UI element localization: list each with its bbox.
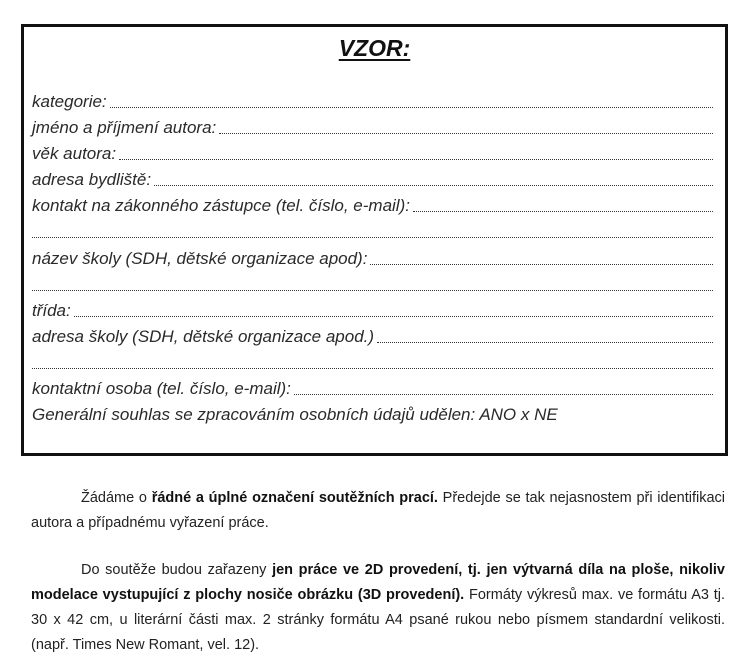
paragraph-emphasis: jen práce ve 2D provedení, tj. jen výtvarná díla na ploše, nikoliv modelace vystupující z plochy nosiče obrázku (3D provedení).: [31, 562, 726, 603]
field-school-address: [32, 324, 713, 348]
field-label: jméno a příjmení autora:: [32, 118, 217, 137]
field-label: adresa bydliště:: [32, 170, 152, 189]
field-address: [32, 167, 713, 191]
field-school-address-extra: [32, 350, 713, 374]
field-label: název školy (SDH, dětské organizace apod):: [32, 249, 368, 268]
field-label: třída:: [32, 301, 71, 320]
dotted-line: [294, 394, 713, 395]
paragraph-format: [31, 558, 725, 658]
field-label: adresa školy (SDH, dětské organizace apod.): [32, 327, 375, 346]
consent-text: Generální souhlas se zpracováním osobních údajů udělen: ANO x NE: [32, 405, 558, 424]
paragraph-rest: Předejde se tak nejasnostem při identifikaci autora a případnému vyřazení práce.: [31, 490, 725, 531]
dotted-line: [74, 316, 713, 317]
sample-form: [21, 24, 728, 456]
paragraph-emphasis: řádné a úplné označení soutěžních prací.: [151, 490, 438, 506]
dotted-line: [119, 159, 713, 160]
field-label: kontakt na zákonného zástupce (tel. číslo, e-mail):: [32, 196, 410, 215]
field-guardian-contact-extra: [32, 219, 713, 243]
field-guardian-contact: [32, 193, 713, 217]
consent-line: [32, 402, 713, 426]
dotted-line: [154, 185, 713, 186]
field-author-name: [32, 115, 713, 139]
paragraph-labeling: [31, 486, 725, 536]
paragraph-lead: Do soutěže budou zařazeny: [81, 562, 273, 578]
dotted-line: [32, 290, 713, 291]
field-label: věk autora:: [32, 144, 117, 163]
dotted-line: [32, 368, 713, 369]
field-label: kategorie:: [32, 92, 107, 111]
field-school-name-extra: [32, 272, 713, 296]
dotted-line: [32, 237, 713, 238]
dotted-line: [110, 107, 713, 108]
field-author-age: [32, 141, 713, 165]
dotted-line: [413, 211, 713, 212]
field-category: [32, 89, 713, 113]
field-school-name: [32, 246, 713, 270]
paragraph-rest: Formáty výkresů max. ve formátu A3 tj. 30 x 42 cm, u literární části max. 2 stránky formátu A4 psané rukou nebo písmem standardní velikosti. (např. Times New Romant, vel. 12).: [31, 587, 726, 653]
dotted-line: [377, 342, 713, 343]
dotted-line: [370, 264, 713, 265]
field-contact-person: [32, 376, 713, 400]
form-title: VZOR:: [338, 35, 411, 61]
field-label: kontaktní osoba (tel. číslo, e-mail):: [32, 379, 291, 398]
paragraph-lead: Žádáme o: [81, 490, 152, 506]
field-class: [32, 298, 713, 322]
dotted-line: [219, 133, 713, 134]
